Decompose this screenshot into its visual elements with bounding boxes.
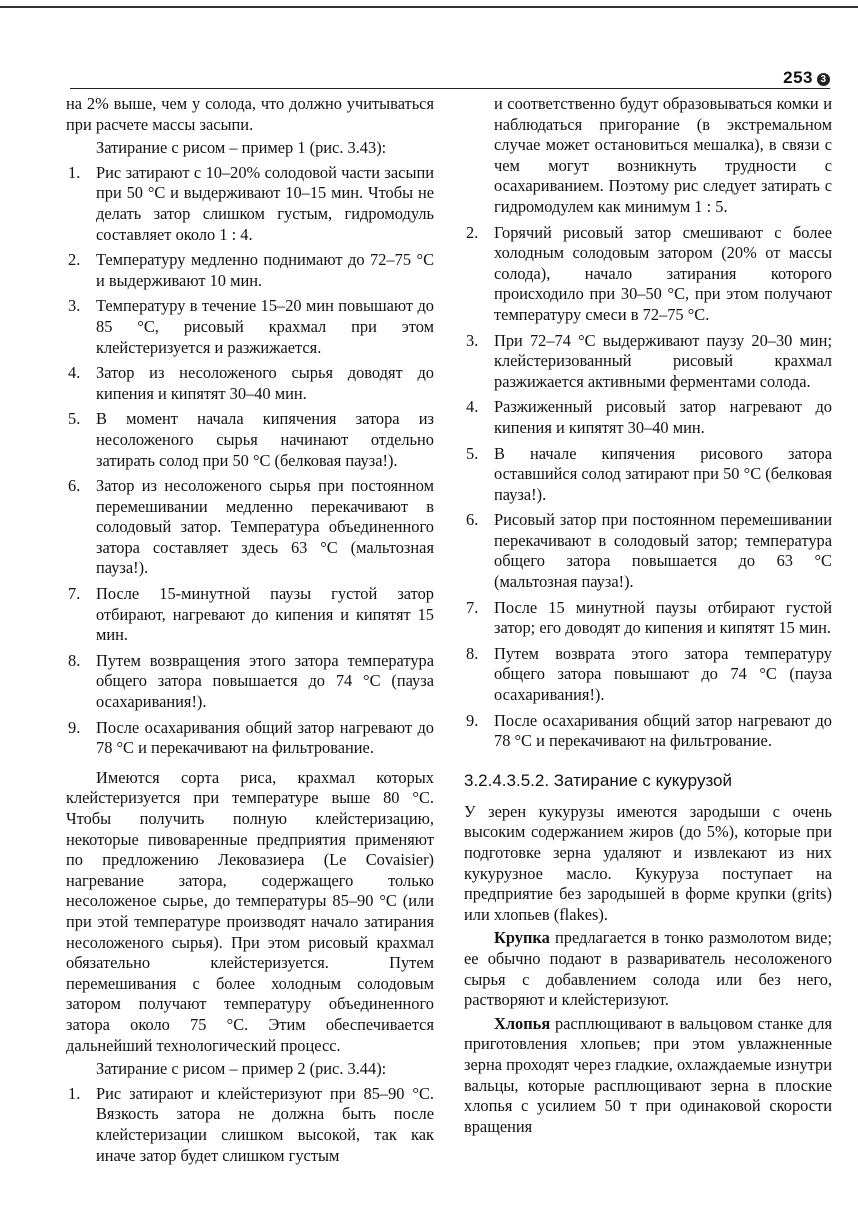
header-rule [70, 88, 830, 89]
top-border-rule [0, 6, 858, 8]
list-item: 4. Разжиженный рисовый затор нагревают до кипения и кипятят 30–40 мин. [466, 397, 832, 437]
list-item: 7. После 15-минутной паузы густой затор отбирают, нагревают до кипения и кипятят 15 мин. [68, 584, 434, 645]
paragraph: на 2% выше, чем у солода, что должно учитываться при расчете массы засыпи. [66, 94, 434, 134]
list-item: 7. После 15 минутной паузы отбирают густой затор; его доводят до кипения и кипятят 15 мин. [466, 597, 832, 638]
list-item: 2. Горячий рисовый затор смешивают с более холодным солодовым затором (20% от массы солода), начало затирания которого происходило при 30–50 °С, при этом получают температуру смеси в 72–75 °С. [466, 222, 832, 324]
term-khlopya: Хлопья [494, 1013, 551, 1033]
list-item: 6. Затор из несоложеного сырья при постоянном перемешивании медленно перекачивают в солодовый затор. Температура объединенного затора составляет здесь 63 °С (мальтозная пауза!). [68, 476, 434, 578]
list-item-continuation: и соответственно будут образовываться комки и наблюдаться пригорание (в экстремальном случае может остановиться мешалка), в связи с чем могут возникнуть трудности с осахариванием. Поэтому рис следует затирать с гидромодулем как минимум 1 : 5. [494, 94, 832, 216]
list-item: 9. После осахаривания общий затор нагревают до 78 °С и перекачивают на фильтрование. [68, 717, 434, 758]
list-item: 8. Путем возвращения этого затора температура общего затора повышается до 74 °С (пауза осахаривания!). [68, 650, 434, 712]
right-column [464, 94, 832, 1137]
chapter-marker-icon: 3 [817, 73, 830, 86]
numbered-list-1 [66, 163, 434, 759]
paragraph: Крупка предлагается в тонко размолотом виде; ее обычно подают в развариватель несоложеного сырья с добавлением солода или без него, растворяют и клейстеризуют. [464, 928, 832, 1010]
list-item: 6. Рисовый затор при постоянном перемешивании перекачивают в солодовый затор; температура общего затора повышается до 63 °С (мальтозная пауза!). [466, 510, 832, 592]
left-column [66, 94, 434, 1171]
list-item: 1. Рис затирают с 10–20% солодовой части засыпи при 50 °С и выдерживают 10–15 мин. Чтобы не делать затор слишком густым, гидромодуль составляет около 1 : 4. [68, 162, 434, 244]
list-item: 4. Затор из несоложеного сырья доводят до кипения и кипятят 30–40 мин. [68, 363, 434, 403]
numbered-list-continued [464, 94, 832, 752]
paragraph: Хлопья расплющивают в вальцовом станке для приготовления хлопьев; при этом увлажненные зерна проходят через гладкие, охлаждаемые изнутри вальцы, которые расплющивают зерна в плоские хлопья с усилием 50 т при одинаковой скорости вращения [464, 1013, 832, 1136]
example-1-heading: Затирание с рисом – пример 1 (рис. 3.43): [96, 138, 387, 158]
list-item: 9. После осахаривания общий затор нагревают до 78 °С и перекачивают на фильтрование. [466, 710, 832, 751]
term-krupka: Крупка [494, 928, 550, 948]
page-number-text: 253 [783, 68, 813, 87]
list-item: 2. Температуру медленно поднимают до 72–75 °С и выдерживают 10 мин. [68, 250, 434, 290]
list-item: 1. Рис затирают и клейстеризуют при 85–90 °С. Вязкость затора не должна быть после клейстеризации слишком высокой, так как иначе затор будет слишком густым [68, 1083, 434, 1165]
example-2-heading: Затирание с рисом – пример 2 (рис. 3.44): [96, 1059, 387, 1079]
paragraph: У зерен кукурузы имеются зародыши с очень высоким содержанием жиров (до 5%), которые при подготовке зерна удаляют и извлекают из них кукурузное масло. Кукуруза поступает на предприятие без зародышей в форме крупки (grits) или хлопьев (flakes). [464, 801, 832, 924]
list-item: 8. Путем возврата этого затора температуру общего затора повышают до 74 °С (пауза осахаривания!). [466, 643, 832, 705]
list-item: 3. При 72–74 °С выдерживают паузу 20–30 мин; клейстеризованный рисовый крахмал разжижается активными ферментами солода. [466, 330, 832, 391]
list-item: 5. В начале кипячения рисового затора оставшийся солод затирают при 50 °С (белковая пауза!). [466, 443, 832, 504]
paragraph: Имеются сорта риса, крахмал которых клейстеризуется при температуре выше 80 °С. Чтобы получить полную клейстеризацию, некоторые пивоваренные предприятия применяют по предложению Лековазиера (Le Covaisier) нагревание затора, содержащего только несоложеное сырье, до температуры 85–90 °С (или при этой температуре производят начало затирания несоложеного сырья). При этом рисовый крахмал обязательно клейстеризуется. Путем перемешивания с более холодным солодовым затором получают температуру объединенного затора около 75 °С. Этим обеспечивается дальнейший технологический процесс. [66, 767, 434, 1055]
section-title: 3.2.4.3.5.2. Затирание с кукурузой [464, 770, 732, 790]
numbered-list-2 [66, 1084, 434, 1166]
list-item: 3. Температуру в течение 15–20 мин повышают до 85 °С, рисовый крахмал при этом клейстеризуется и разжижается. [68, 296, 434, 357]
list-item: 5. В момент начала кипячения затора из несоложеного сырья начинают отдельно затирать солод при 50 °С (белковая пауза!). [68, 409, 434, 470]
page-number [783, 68, 830, 88]
